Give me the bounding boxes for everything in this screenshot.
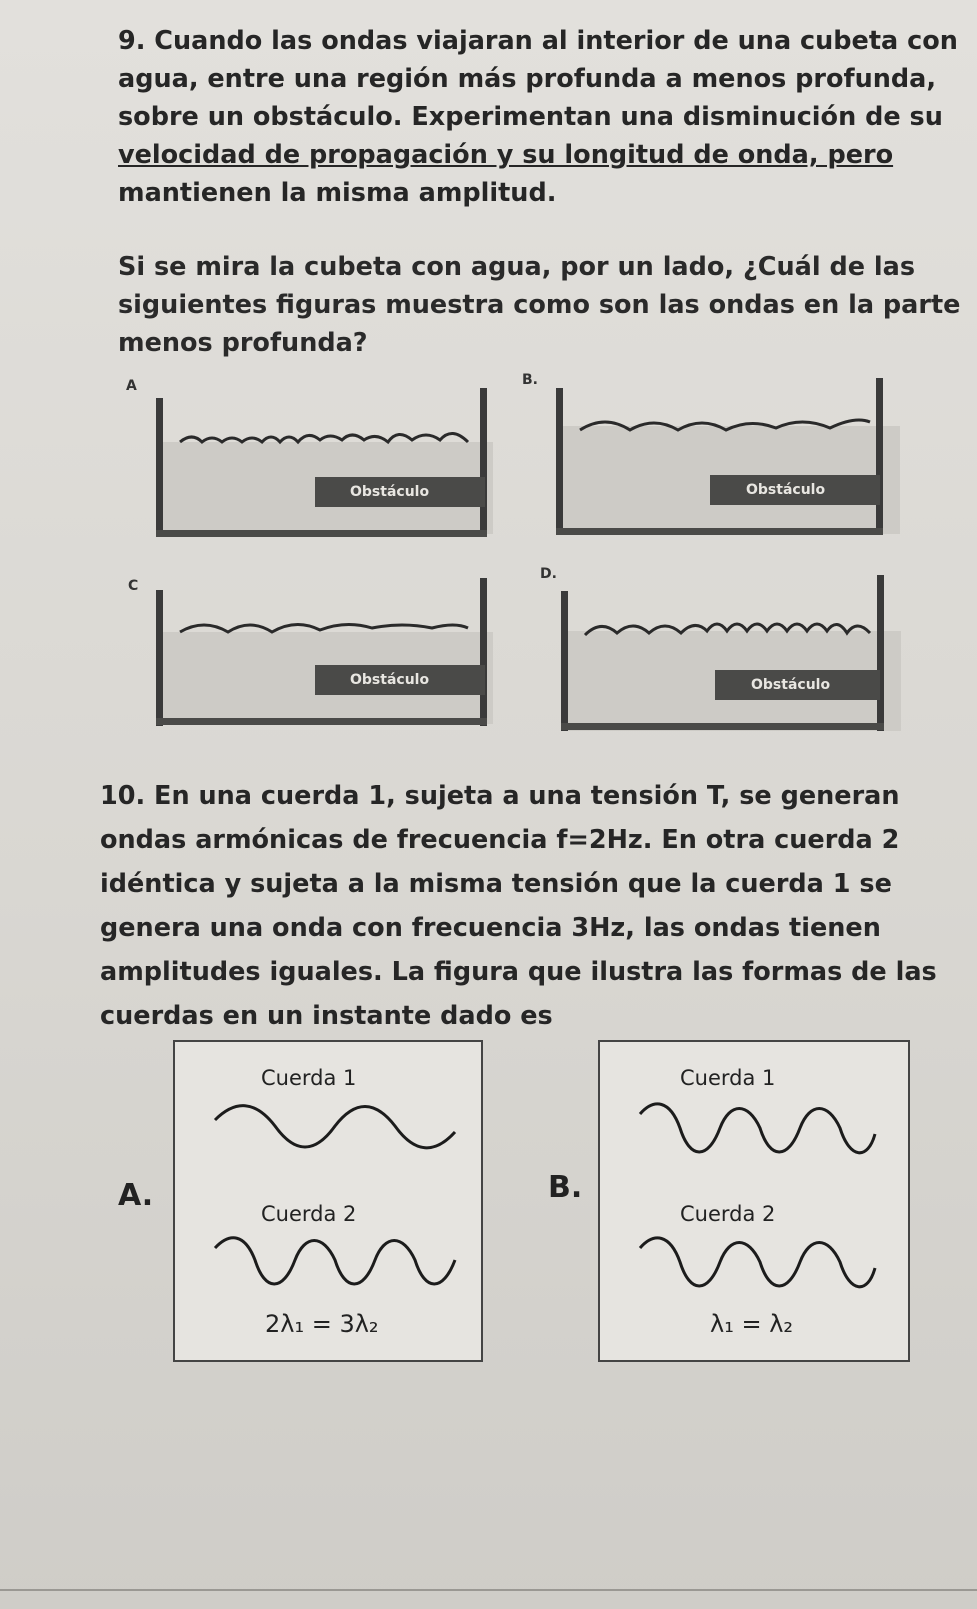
q9-prompt-line-2: siguientes figuras muestra como son las ondas en la parte (118, 290, 961, 320)
q9-line-5: mantienen la misma amplitud. (118, 178, 557, 208)
q9-option-c-label: C (128, 578, 139, 594)
q9-option-a-label: A (126, 378, 137, 394)
q10-option-a-box (173, 1040, 483, 1362)
q9-line-1: 9. Cuando las ondas viajaran al interior de una cubeta con (118, 26, 958, 56)
q10-b-rope1-wave (630, 1094, 890, 1174)
q10-a-rope2-wave (205, 1226, 465, 1306)
q9-option-a-tank (150, 380, 510, 550)
question-9-statement (118, 22, 958, 212)
q9-line-2: agua, entre una región más profunda a menos profunda, (118, 64, 937, 94)
q10-line-4: genera una onda con frecuencia 3Hz, las ondas tienen (100, 913, 881, 943)
q10-line-3: idéntica y sujeta a la misma tensión que la cuerda 1 se (100, 869, 892, 899)
q10-a-rope1-wave (205, 1092, 465, 1172)
q9-option-b-tank (550, 378, 910, 548)
q10-line-2: ondas armónicas de frecuencia f=2Hz. En otra cuerda 2 (100, 825, 900, 855)
q10-b-relation: λ₁ = λ₂ (710, 1310, 794, 1338)
q10-option-b-label: B. (548, 1170, 583, 1205)
q10-line-1: 10. En una cuerda 1, sujeta a una tensión T, se generan (100, 781, 900, 811)
q9-option-a-obstacle-label: Obstáculo (350, 484, 430, 500)
q10-a-relation: 2λ₁ = 3λ₂ (265, 1310, 379, 1338)
q10-line-6: cuerdas en un instante dado es (100, 1001, 553, 1031)
q9-option-b-obstacle-label: Obstáculo (746, 482, 826, 498)
q9-option-d-label: D. (540, 566, 557, 582)
question-10-statement (100, 774, 960, 1038)
q10-b-rope1-title: Cuerda 1 (680, 1066, 776, 1090)
q9-prompt-line-1: Si se mira la cubeta con agua, por un lado, ¿Cuál de las (118, 252, 916, 282)
q10-line-5: amplitudes iguales. La figura que ilustra las formas de las (100, 957, 937, 987)
q9-line-3: sobre un obstáculo. Experimentan una disminución de su (118, 102, 943, 132)
q9-line-4: velocidad de propagación y su longitud de onda, pero (118, 140, 894, 170)
q9-option-c-obstacle-label: Obstáculo (350, 672, 430, 688)
q10-option-b-box (598, 1040, 910, 1362)
q10-b-rope2-title: Cuerda 2 (680, 1202, 776, 1226)
q9-option-b-label: B. (522, 372, 538, 388)
bottom-divider (0, 1589, 977, 1591)
q10-b-rope2-wave (630, 1228, 890, 1308)
q10-a-rope2-title: Cuerda 2 (261, 1202, 357, 1226)
question-9-prompt (118, 248, 961, 362)
q9-prompt-line-3: menos profunda? (118, 328, 368, 358)
q9-option-c-tank (150, 570, 510, 740)
q10-option-a-label: A. (118, 1178, 154, 1213)
q9-option-d-obstacle-label: Obstáculo (751, 677, 831, 693)
q10-a-rope1-title: Cuerda 1 (261, 1066, 357, 1090)
q9-option-d-tank (555, 575, 915, 745)
